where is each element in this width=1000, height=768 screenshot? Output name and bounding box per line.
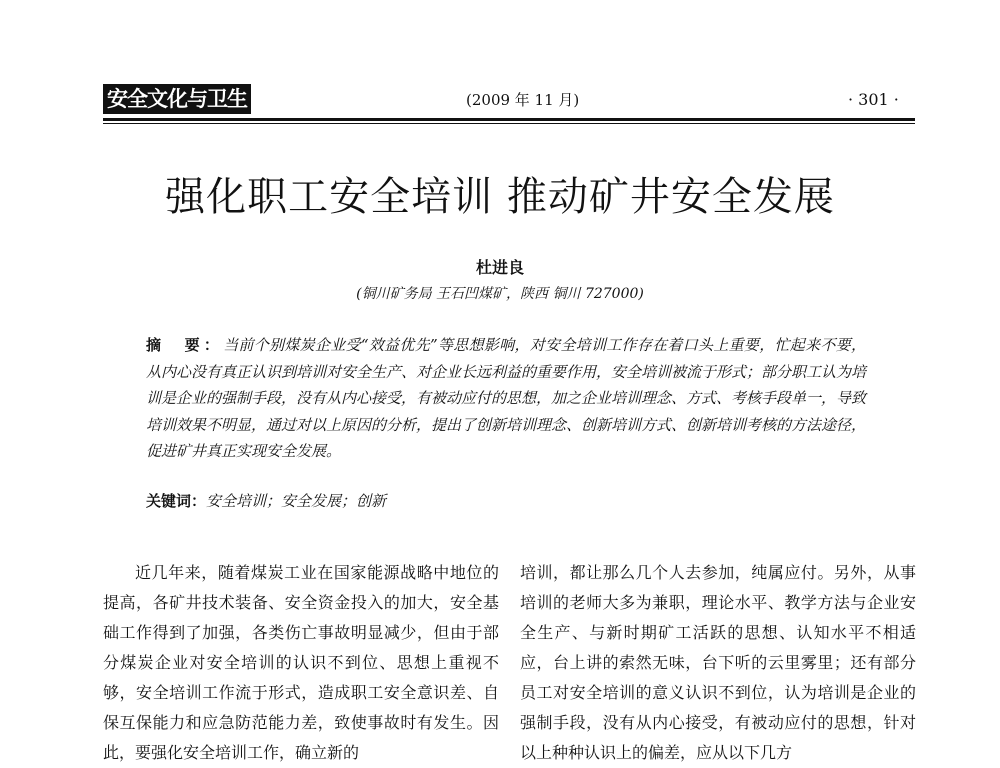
- author: 杜进良: [475, 258, 524, 277]
- abstract-label: 摘 要：: [146, 336, 224, 354]
- header-rule-thin: [103, 123, 915, 124]
- article-title: 强化职工安全培训 推动矿井安全发展: [165, 174, 835, 220]
- page-number: · 301 ·: [848, 90, 899, 109]
- keywords: [146, 489, 866, 513]
- keywords-text: 安全培训；安全发展；创新: [206, 492, 387, 510]
- affiliation: (铜川矿务局 王石凹煤矿，陕西 铜川 727000): [356, 286, 644, 302]
- body-right-column: 培训，都让那么几个人去参加，纯属应付。另外，从事培训的老师大多为兼职，理论水平、教学方法与企业安全生产、与新时期矿工活跃的思想、认知水平不相适应，台上讲的索然无味，台下听的云里雾里；还有部分员工对安全培训的意义认识不到位，认为培训是企业的强制手段，没有从内心接受，有被动应付的思想，针对以上种种认识上的偏差，应从以下几方: [520, 563, 916, 762]
- abstract: [146, 332, 866, 465]
- abstract-text: 当前个别煤炭企业受“效益优先”等思想影响，对安全培训工作存在着口头上重要，忙起来不要，从内心没有真正认识到培训对安全生产、对企业长远利益的重要作用，安全培训被流于形式；部分职工认为培训是企业的强制手段，没有从内心接受，有被动应付的思想，加之企业培训理念、方式、考核手段单一，导致培训效果不明显，通过对以上原因的分析，提出了创新培训理念、创新培训方式、创新培训考核的方法途径，促进矿井真正实现安全发展。: [146, 336, 867, 460]
- keywords-label: 关键词：: [146, 492, 207, 510]
- issue-date: (2009 年 11 月): [466, 91, 580, 109]
- body-left-column: 近几年来，随着煤炭工业在国家能源战略中地位的提高，各矿井技术装备、安全资金投入的加大，安全基础工作得到了加强，各类伤亡事故明显减少，但由于部分煤炭企业对安全培训的认识不到位、思想上重视不够，安全培训工作流于形式，造成职工安全意识差、自保互保能力和应急防范能力差，致使事故时有发生。因此，要强化安全培训工作，确立新的: [103, 563, 499, 762]
- header-rule: [103, 118, 915, 121]
- journal-section-tag: 安全文化与卫生: [103, 84, 251, 114]
